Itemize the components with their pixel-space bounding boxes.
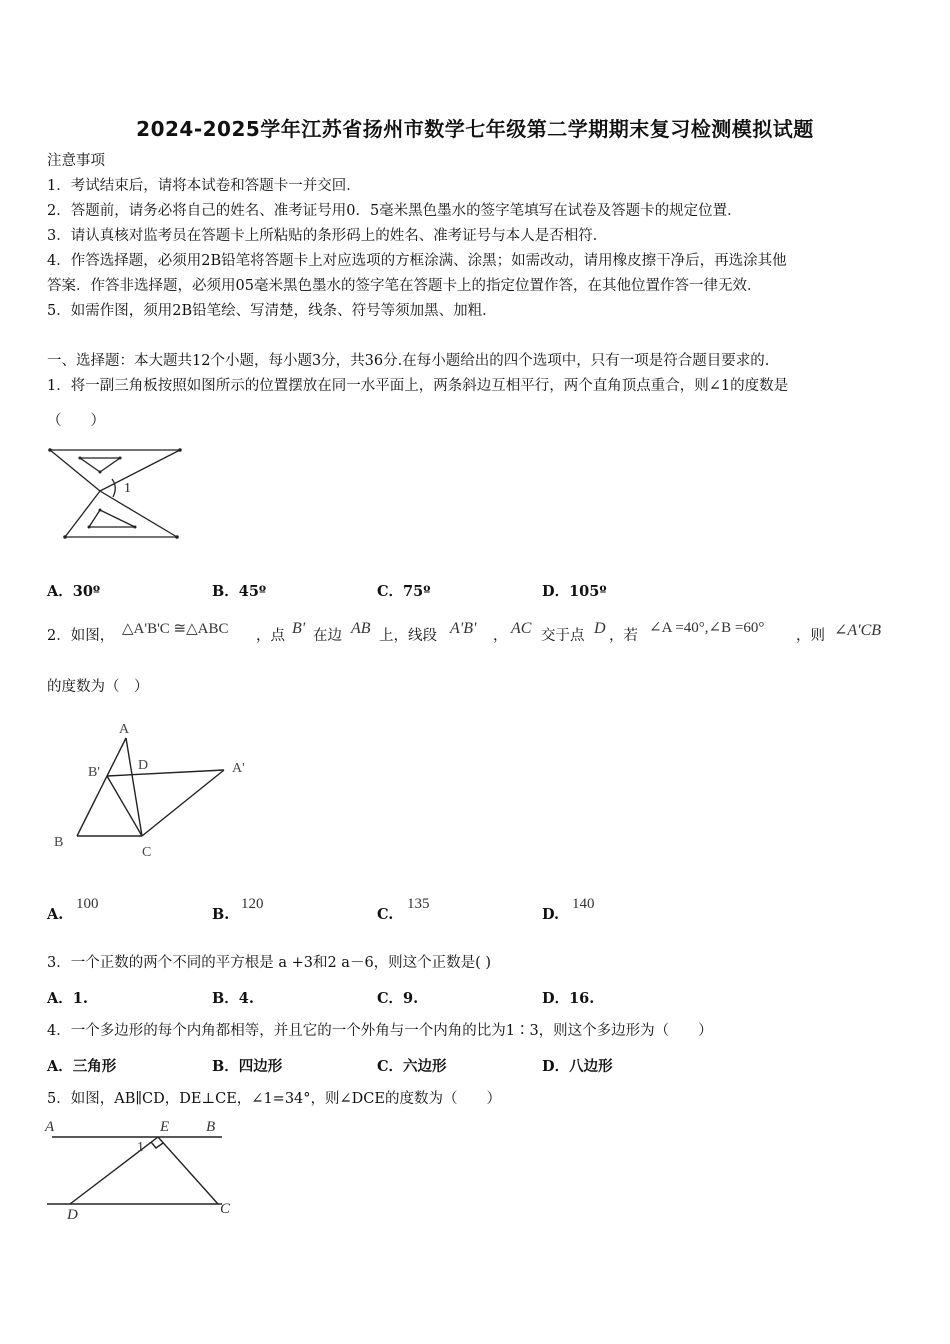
q2-option-a-letter[interactable]: A. [47, 906, 64, 923]
q3-option-a[interactable]: A．1. [47, 990, 88, 1007]
question-4-text: 4．一个多边形的每个内角都相等，并且它的一个外角与一个内角的比为1∶3，则这个多边形为（ ） [47, 1023, 713, 1039]
label-c: C [220, 1201, 231, 1217]
notice-item: 1．考试结束后，请将本试卷和答题卡一并交回． [47, 178, 361, 194]
q2-text: 交于点 [541, 628, 585, 644]
q2-segment-ab-prime: A'B' [450, 620, 477, 637]
q2-angle-condition: ∠A =40°,∠B =60° [649, 620, 765, 636]
q1-option-d[interactable]: D．105º [542, 583, 607, 600]
notice-item: 4．作答选择题，必须用2B铅笔将答题卡上对应选项的方框涂满、涂黑；如需改动，请用橡皮擦干净后，再选涂其他 [47, 253, 787, 269]
q2-text: 在边 [313, 628, 342, 644]
q1-option-b[interactable]: B．45º [212, 583, 267, 600]
q4-option-d[interactable]: D．八边形 [542, 1058, 613, 1075]
q2-point-b-prime: B' [292, 620, 306, 637]
q2-segment-ac: AC [511, 620, 532, 637]
q2-option-d-value: 140 [572, 896, 595, 912]
label-a: A [45, 1119, 55, 1135]
notice-item: 5．如需作图，须用2B铅笔绘、写清楚，线条、符号等须加黑、加粗． [47, 303, 497, 319]
q3-option-b[interactable]: B．4. [212, 990, 254, 1007]
question-2-line2: 的度数为（ ） [47, 679, 149, 695]
q2-option-b-value: 120 [241, 896, 264, 912]
question-1-brackets: （ ） [47, 413, 105, 429]
q1-option-a[interactable]: A．30º [47, 583, 101, 600]
label-b-prime: B' [88, 765, 100, 780]
q2-option-c-value: 135 [407, 896, 430, 912]
question-5-figure [42, 1115, 237, 1225]
q2-option-a-value: 100 [76, 896, 99, 912]
angle-1-label: 1 [137, 1140, 144, 1155]
q2-text: 上，线段 [379, 628, 437, 644]
q2-text: ， [493, 628, 508, 644]
label-e: E [160, 1119, 170, 1135]
q2-side-ab: AB [351, 620, 371, 637]
q2-text: ，则 [796, 628, 825, 644]
label-d: D [67, 1207, 78, 1223]
q4-option-b[interactable]: B．四边形 [212, 1058, 283, 1075]
q1-option-c[interactable]: C．75º [377, 583, 431, 600]
question-3-text: 3．一个正数的两个不同的平方根是 a +3和2 a－6，则这个正数是( ) [47, 955, 492, 971]
q2-text: ，点 [256, 628, 285, 644]
notice-item: 答案．作答非选择题，必须用05毫米黑色墨水的签字笔在答题卡上的指定位置作答，在其他位置作答一律无效． [47, 278, 762, 294]
notice-heading: 注意事项 [47, 153, 105, 169]
page-title: 2024-2025学年江苏省扬州市数学七年级第二学期期末复习检测模拟试题 [136, 117, 814, 141]
q3-option-c[interactable]: C．9. [377, 990, 419, 1007]
q2-text: ，若 [609, 628, 638, 644]
question-1-text: 1．将一副三角板按照如图所示的位置摆放在同一水平面上，两条斜边互相平行，两个直角顶点重合，则∠1的度数是 [47, 378, 789, 394]
q2-point-d: D [594, 620, 606, 637]
q2-option-b-letter[interactable]: B. [212, 906, 230, 923]
q4-option-a[interactable]: A．三角形 [47, 1058, 117, 1075]
section-heading: 一、选择题：本大题共12个小题，每小题3分，共36分.在每小题给出的四个选项中，只有一项是符合题目要求的. [47, 353, 770, 369]
label-b: B [54, 835, 64, 850]
q2-target-angle: ∠A'CB [834, 622, 882, 639]
question-2-label: 2．如图， [47, 628, 115, 644]
label-a-prime: A' [232, 761, 245, 776]
q2-congruence: △A'B'C ≅△ABC [122, 621, 229, 637]
angle-1-label: 1 [124, 481, 131, 496]
notice-item: 2．答题前，请务必将自己的姓名、准考证号用0．5毫米黑色墨水的签字笔填写在试卷及答题卡的规定位置． [47, 203, 742, 219]
label-a: A [119, 722, 130, 737]
q3-option-d[interactable]: D．16. [542, 990, 595, 1007]
label-d: D [138, 758, 149, 773]
question-5-text: 5．如图，AB∥CD，DE⊥CE，∠1=34°，则∠DCE的度数为（ ） [47, 1091, 501, 1107]
q4-option-c[interactable]: C．六边形 [377, 1058, 447, 1075]
question-1-figure [45, 442, 185, 546]
label-c: C [142, 845, 152, 860]
q2-option-d-letter[interactable]: D. [542, 906, 560, 923]
notice-item: 3．请认真核对监考员在答题卡上所粘贴的条形码上的姓名、准考证号与本人是否相符． [47, 228, 608, 244]
label-b: B [206, 1119, 216, 1135]
question-2-figure [50, 715, 265, 865]
q2-option-c-letter[interactable]: C. [377, 906, 394, 923]
